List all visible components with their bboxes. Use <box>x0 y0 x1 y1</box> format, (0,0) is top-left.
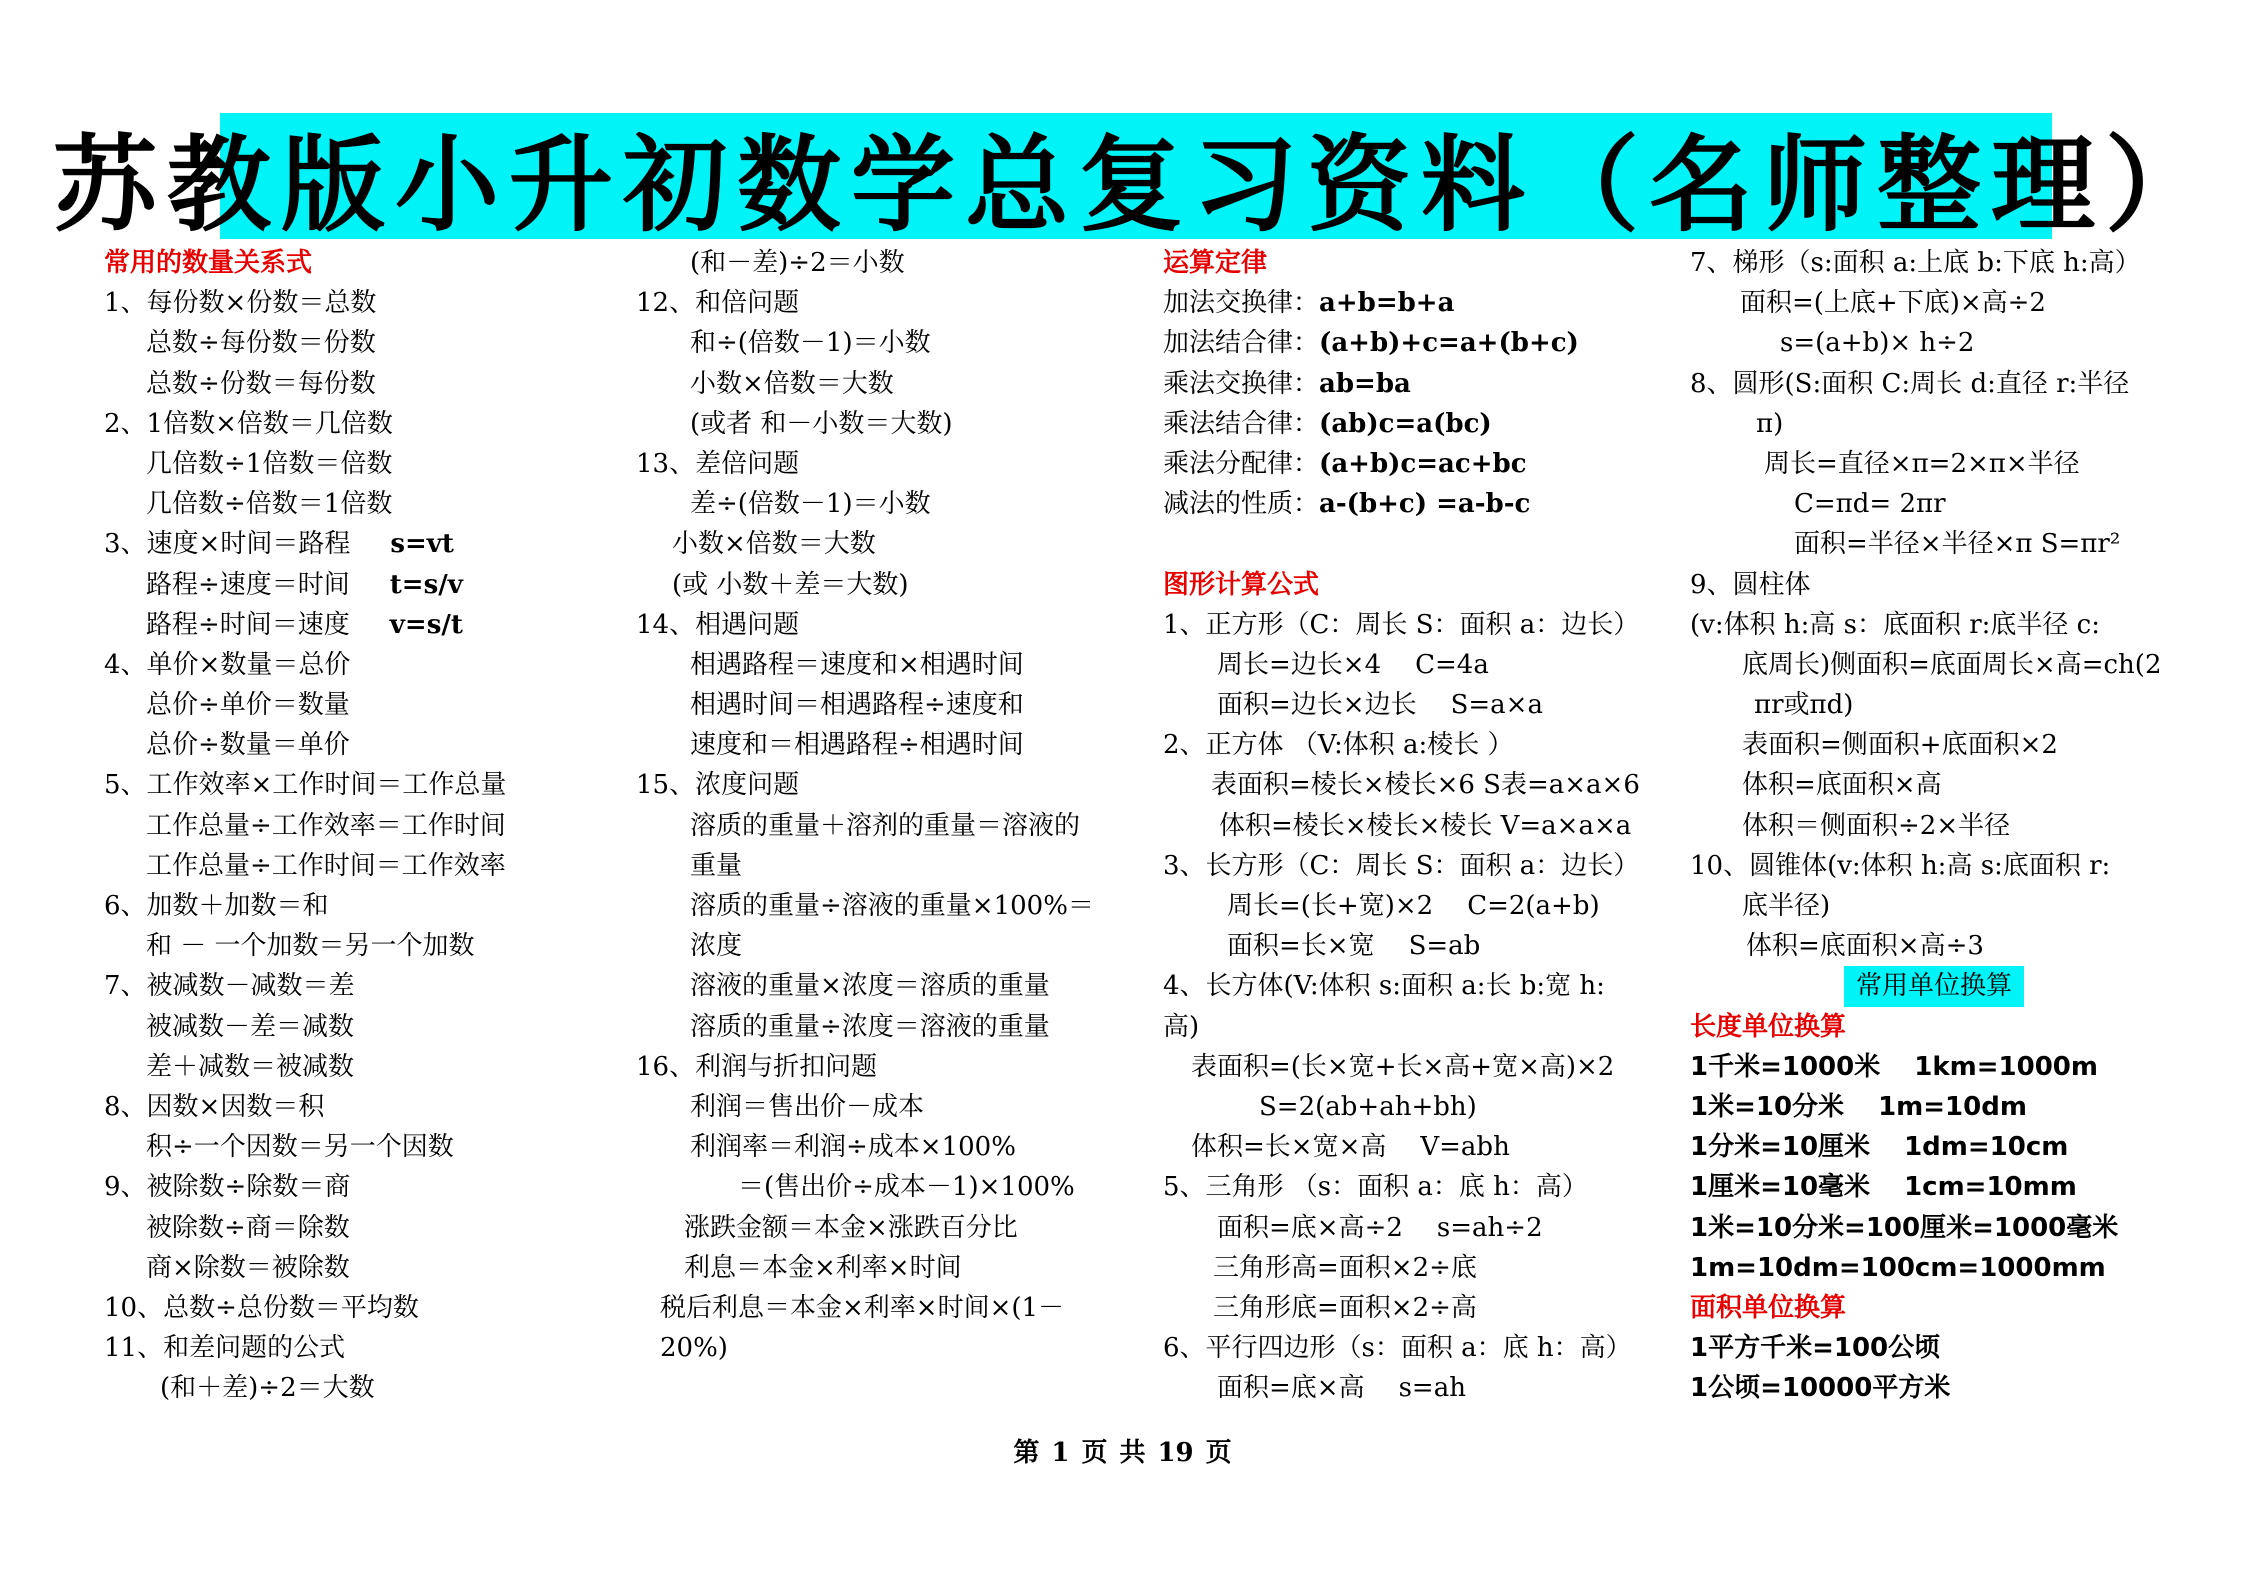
formula-expression: v=s/t <box>389 609 463 640</box>
line-text: 税后利息＝本金×利率×时间×(1－ <box>660 1292 1065 1323</box>
formula-line <box>1690 364 2230 404</box>
formula-line <box>1163 283 1683 323</box>
formula-line <box>1690 645 2230 685</box>
line-text: 长度单位换算 <box>1690 1011 1847 1042</box>
formula-line <box>104 1288 624 1328</box>
formula-line <box>104 685 624 725</box>
line-text: 1、每份数×份数＝总数 <box>104 288 377 319</box>
line-text: 20%) <box>660 1333 728 1364</box>
formula-line <box>630 1127 1150 1167</box>
formula-line <box>630 1328 1150 1368</box>
line-text: 8、因数×因数＝积 <box>104 1091 325 1122</box>
formula-line <box>1690 1368 2230 1408</box>
line-text: 相遇时间＝相遇路程÷速度和 <box>690 690 1024 721</box>
line-text: 1米=10分米 <box>1690 1091 1845 1122</box>
formula-expression: 1m=10dm <box>1878 1091 2027 1122</box>
line-text: 差＋减数＝被减数 <box>146 1051 355 1082</box>
formula-line <box>630 1047 1150 1087</box>
formula-line <box>1690 484 2230 524</box>
formula-line <box>1163 605 1683 645</box>
formula-line <box>1690 806 2230 846</box>
line-text: 路程÷时间＝速度 <box>146 609 350 640</box>
formula-expression: ab=ba <box>1319 368 1411 399</box>
line-text: 1、正方形（C：周长 S：面积 a：边长） <box>1163 609 1640 640</box>
line-text: 表面积=侧面积+底面积×2 <box>1742 730 2058 761</box>
line-text: πr或πd) <box>1754 690 1854 721</box>
line-text: 表面积=棱长×棱长×6 S表=a×a×6 <box>1211 770 1640 801</box>
line-text: 常用单位换算 <box>1844 966 2024 1006</box>
formula-line <box>104 966 624 1006</box>
line-text: 底半径) <box>1742 891 1831 921</box>
line-text: 相遇路程＝速度和×相遇时间 <box>690 649 1024 680</box>
line-text: 13、差倍问题 <box>636 448 800 479</box>
line-text: 4、单价×数量＝总价 <box>104 649 351 680</box>
formula-line <box>1690 1047 2230 1087</box>
line-text: 利润＝售出价－成本 <box>690 1091 925 1122</box>
line-text: S=2(ab+ah+bh) <box>1259 1091 1477 1122</box>
line-text: 和÷(倍数－1)＝小数 <box>690 328 931 359</box>
line-text: 1厘米=10毫米 <box>1690 1172 1871 1203</box>
line-text: 12、和倍问题 <box>636 288 800 319</box>
line-text: 速度和＝相遇路程÷相遇时间 <box>690 730 1024 761</box>
formula-line <box>1690 765 2230 805</box>
line-text: 10、圆锥体(v:体积 h:高 s:底面积 r: <box>1690 850 2111 881</box>
formula-line <box>630 323 1150 363</box>
line-text: 1公顷=10000平方米 <box>1690 1373 1951 1404</box>
formula-line <box>104 1328 624 1368</box>
current-page: 1 <box>1051 1438 1070 1468</box>
line-text: 总价÷单价＝数量 <box>146 690 350 721</box>
formula-line <box>104 404 624 444</box>
formula-expression: S=ab <box>1408 931 1481 962</box>
footer-text: 共 <box>1119 1438 1146 1468</box>
line-text: 重量 <box>690 850 743 881</box>
formula-line <box>1690 283 2230 323</box>
formula-line <box>104 1047 624 1087</box>
formula-line <box>1163 765 1683 805</box>
line-text: (和－差)÷2＝小数 <box>690 248 905 278</box>
line-text: 9、圆柱体 <box>1690 569 1811 600</box>
formula-line <box>1690 404 2230 444</box>
line-text: 溶液的重量×浓度＝溶质的重量 <box>690 971 1050 1002</box>
formula-line <box>104 1127 624 1167</box>
line-text: 1千米=1000米 <box>1690 1051 1881 1082</box>
footer-text: 页 <box>1081 1438 1108 1468</box>
line-text: 工作总量÷工作时间＝工作效率 <box>146 850 506 881</box>
line-text: 14、相遇问题 <box>636 609 800 640</box>
formula-line <box>1163 725 1683 765</box>
line-text: 被除数÷商＝除数 <box>146 1212 350 1243</box>
line-text: 15、浓度问题 <box>636 770 800 801</box>
column-4 <box>1690 243 2230 1408</box>
formula-line <box>104 1208 624 1248</box>
formula-line <box>630 364 1150 404</box>
line-text: 16、利润与折扣问题 <box>636 1051 878 1082</box>
formula-line <box>630 605 1150 645</box>
line-text: 周长=直径×π=2×π×半径 <box>1764 448 2080 479</box>
line-text: 7、被减数－减数＝差 <box>104 971 355 1002</box>
column-1 <box>104 243 624 1408</box>
line-text: 加法交换律： <box>1163 288 1320 319</box>
formula-expression: C=4a <box>1415 649 1489 680</box>
formula-line <box>630 806 1150 846</box>
line-text: 4、长方体(V:体积 s:面积 a:长 b:宽 h: <box>1163 971 1605 1002</box>
formula-line <box>1163 1007 1683 1047</box>
formula-line <box>630 966 1150 1006</box>
highlight-heading <box>1690 966 2230 1006</box>
line-text: 利润率＝利润÷成本×100% <box>690 1132 1016 1163</box>
section-heading <box>104 243 624 283</box>
line-text: ＝(售出价÷成本－1)×100% <box>738 1172 1075 1203</box>
line-text: 总数÷份数＝每份数 <box>146 368 376 399</box>
line-text: s=(a+b)× h÷2 <box>1780 328 1975 359</box>
formula-expression: (ab)c=a(bc) <box>1319 408 1492 439</box>
formula-line <box>104 444 624 484</box>
formula-line <box>1690 1167 2230 1207</box>
formula-line <box>104 565 624 605</box>
formula-expression: 1km=1000m <box>1914 1051 2098 1082</box>
formula-line <box>1690 1248 2230 1288</box>
line-text: 和 － 一个加数＝另一个加数 <box>146 931 475 962</box>
line-text: 乘法分配律： <box>1163 448 1320 479</box>
formula-line <box>630 685 1150 725</box>
formula-line <box>630 765 1150 805</box>
line-text: 溶质的重量＋溶剂的重量＝溶液的 <box>690 810 1081 841</box>
formula-line <box>630 926 1150 966</box>
formula-line <box>104 1248 624 1288</box>
column-2 <box>630 243 1150 1368</box>
formula-line <box>104 283 624 323</box>
formula-line <box>630 725 1150 765</box>
formula-line <box>1163 846 1683 886</box>
formula-line <box>1163 1328 1683 1368</box>
line-text: 面积=长×宽 <box>1227 931 1375 962</box>
formula-expression: s=ah <box>1398 1373 1466 1404</box>
line-text: 表面积=(长×宽+长×高+宽×高)×2 <box>1191 1051 1615 1082</box>
formula-expression: (a+b)+c=a+(b+c) <box>1319 328 1579 359</box>
formula-line <box>104 1368 624 1408</box>
formula-line <box>1163 444 1683 484</box>
formula-expression: s=vt <box>390 529 454 560</box>
formula-line <box>104 886 624 926</box>
formula-expression: s=ah÷2 <box>1436 1212 1543 1243</box>
line-text: 总数÷每份数＝份数 <box>146 328 376 359</box>
line-text: C=πd= 2πr <box>1794 489 1946 520</box>
formula-expression: V=abh <box>1420 1132 1510 1163</box>
formula-line <box>1163 1047 1683 1087</box>
line-text: 面积=半径×半径×π S=πr² <box>1794 529 2121 560</box>
line-text: 6、加数＋加数＝和 <box>104 891 329 921</box>
line-text: 面积=底×高 <box>1217 1373 1365 1404</box>
line-text: 1分米=10厘米 <box>1690 1132 1871 1163</box>
line-text: 周长=边长×4 <box>1217 649 1382 680</box>
formula-line <box>1163 685 1683 725</box>
formula-line <box>630 1248 1150 1288</box>
formula-line <box>630 404 1150 444</box>
formula-line <box>1163 1368 1683 1408</box>
formula-line <box>1690 1328 2230 1368</box>
formula-line <box>104 1007 624 1047</box>
formula-line <box>104 323 624 363</box>
formula-line <box>1690 725 2230 765</box>
formula-line <box>1690 524 2230 564</box>
formula-line <box>104 1087 624 1127</box>
formula-expression: 1cm=10mm <box>1904 1172 2077 1203</box>
line-text: 1平方千米=100公顷 <box>1690 1333 1941 1364</box>
line-text: (和＋差)÷2＝大数 <box>160 1373 375 1404</box>
formula-line <box>630 1288 1150 1328</box>
line-text: 周长=(长+宽)×2 <box>1227 891 1434 921</box>
formula-line <box>1690 1208 2230 1248</box>
formula-line <box>1690 1087 2230 1127</box>
formula-line <box>1163 886 1683 926</box>
line-text: 积÷一个因数＝另一个因数 <box>146 1132 454 1163</box>
line-text: (或 小数＋差＝大数) <box>672 569 909 600</box>
formula-line <box>1163 1167 1683 1207</box>
formula-line <box>630 1208 1150 1248</box>
line-text: (v:体积 h:高 s：底面积 r:底半径 c: <box>1690 609 2101 640</box>
formula-line <box>104 765 624 805</box>
line-text: 3、速度×时间＝路程 <box>104 529 351 560</box>
formula-line <box>104 364 624 404</box>
formula-line <box>104 524 624 564</box>
line-text: (或者 和－小数＝大数) <box>690 408 953 439</box>
formula-line <box>1163 484 1683 524</box>
footer-text: 第 <box>1013 1438 1040 1468</box>
line-text: 6、平行四边形（s：面积 a：底 h：高） <box>1163 1333 1632 1364</box>
formula-line <box>1163 806 1683 846</box>
line-text: 体积=底面积×高 <box>1742 770 1942 801</box>
line-text: 9、被除数÷除数＝商 <box>104 1172 351 1203</box>
formula-line <box>104 484 624 524</box>
section-heading <box>1163 565 1683 605</box>
formula-line <box>1163 1127 1683 1167</box>
line-text: 2、正方体 （V:体积 a:棱长 ） <box>1163 730 1514 761</box>
line-text: 差÷(倍数－1)＝小数 <box>690 489 931 520</box>
line-text: 面积=(上底+下底)×高÷2 <box>1740 288 2046 319</box>
formula-line <box>1690 565 2230 605</box>
formula-expression: t=s/v <box>389 569 463 600</box>
line-text: 几倍数÷1倍数＝倍数 <box>146 448 393 479</box>
formula-line <box>104 846 624 886</box>
line-text: 5、工作效率×工作时间＝工作总量 <box>104 770 507 801</box>
line-text: 图形计算公式 <box>1163 569 1320 600</box>
formula-line <box>1690 444 2230 484</box>
section-heading <box>1163 243 1683 283</box>
line-text: 5、三角形 （s：面积 a：底 h：高） <box>1163 1172 1588 1203</box>
line-text: 底周长)侧面积=底面周长×高=ch(2 <box>1742 649 2162 680</box>
formula-line <box>104 725 624 765</box>
line-text: 面积=边长×边长 <box>1217 690 1417 721</box>
formula-line <box>1690 243 2230 283</box>
line-text: 几倍数÷倍数＝1倍数 <box>146 489 393 520</box>
formula-line <box>1163 404 1683 444</box>
line-text: 乘法交换律： <box>1163 368 1320 399</box>
formula-line <box>1690 886 2230 926</box>
formula-line <box>1163 364 1683 404</box>
line-text: 3、长方形（C：周长 S：面积 a：边长） <box>1163 850 1640 881</box>
footer-text: 页 <box>1205 1438 1232 1468</box>
formula-line <box>630 484 1150 524</box>
line-text: 面积单位换算 <box>1690 1292 1847 1323</box>
line-text: 1m=10dm=100cm=1000mm <box>1690 1252 2106 1283</box>
formula-line <box>104 1167 624 1207</box>
line-text: 利息＝本金×利率×时间 <box>684 1252 962 1283</box>
line-text: 路程÷速度＝时间 <box>146 569 350 600</box>
formula-line <box>630 283 1150 323</box>
line-text: 运算定律 <box>1163 248 1268 278</box>
line-text: 被减数－差＝减数 <box>146 1011 355 1042</box>
formula-line <box>1163 966 1683 1006</box>
line-text: π) <box>1756 408 1784 439</box>
formula-line <box>1163 1208 1683 1248</box>
formula-line <box>630 846 1150 886</box>
line-text: 小数×倍数＝大数 <box>672 529 876 560</box>
section-heading <box>1690 1007 2230 1047</box>
formula-line <box>1690 605 2230 645</box>
line-text: 减法的性质： <box>1163 489 1320 520</box>
line-text: 8、圆形(S:面积 C:周长 d:直径 r:半径 <box>1690 368 2130 399</box>
formula-line <box>1163 323 1683 363</box>
formula-line <box>630 645 1150 685</box>
formula-expression: (a+b)c=ac+bc <box>1319 448 1527 479</box>
page-title: 苏教版小升初数学总复习资料（名师整理） <box>53 123 2220 246</box>
line-text: 10、总数÷总份数＝平均数 <box>104 1292 419 1323</box>
page-footer <box>0 1432 2245 1469</box>
formula-line <box>1163 1288 1683 1328</box>
line-text: 体积=底面积×高÷3 <box>1746 931 1984 962</box>
formula-line <box>1690 846 2230 886</box>
line-text: 总价÷数量＝单价 <box>146 730 350 761</box>
formula-line <box>1163 1248 1683 1288</box>
formula-line <box>104 645 624 685</box>
line-text: 三角形底=面积×2÷高 <box>1213 1292 1477 1323</box>
line-text: 商×除数＝被除数 <box>146 1252 350 1283</box>
line-text: 小数×倍数＝大数 <box>690 368 894 399</box>
formula-line <box>1163 926 1683 966</box>
line-text: 体积＝侧面积÷2×半径 <box>1742 810 2011 841</box>
formula-line <box>1690 685 2230 725</box>
formula-line <box>104 926 624 966</box>
formula-expression: C=2(a+b) <box>1467 891 1600 921</box>
formula-expression: S=a×a <box>1450 690 1543 721</box>
title-banner <box>53 113 2220 246</box>
formula-expression: 1dm=10cm <box>1904 1132 2069 1163</box>
line-text: 涨跌金额＝本金×涨跌百分比 <box>684 1212 1018 1243</box>
formula-line <box>104 806 624 846</box>
line-text: 三角形高=面积×2÷底 <box>1213 1252 1477 1283</box>
line-text: 常用的数量关系式 <box>104 248 313 278</box>
formula-line <box>630 565 1150 605</box>
formula-line <box>630 1167 1150 1207</box>
formula-line <box>630 524 1150 564</box>
line-text: 11、和差问题的公式 <box>104 1333 346 1364</box>
formula-line <box>630 1087 1150 1127</box>
formula-line <box>1163 645 1683 685</box>
formula-line <box>1690 1127 2230 1167</box>
formula-line <box>1163 524 1683 564</box>
line-text: 浓度 <box>690 931 743 962</box>
line-text: 溶质的重量÷浓度＝溶液的重量 <box>690 1011 1050 1042</box>
formula-line <box>1690 926 2230 966</box>
line-text: 乘法结合律： <box>1163 408 1320 439</box>
line-text: 1米=10分米=100厘米=1000毫米 <box>1690 1212 2119 1243</box>
formula-line <box>630 243 1150 283</box>
line-text: 面积=底×高÷2 <box>1217 1212 1403 1243</box>
line-text: 溶质的重量÷溶液的重量×100%＝ <box>690 891 1094 921</box>
column-3 <box>1163 243 1683 1408</box>
formula-expression: a+b=b+a <box>1319 288 1455 319</box>
formula-line <box>630 1007 1150 1047</box>
line-text: 2、1倍数×倍数＝几倍数 <box>104 408 393 439</box>
line-text: 加法结合律： <box>1163 328 1320 359</box>
formula-line <box>630 444 1150 484</box>
formula-line <box>104 605 624 645</box>
section-heading <box>1690 1288 2230 1328</box>
total-pages: 19 <box>1157 1438 1194 1468</box>
line-text: 体积=长×宽×高 <box>1191 1132 1387 1163</box>
line-text: 工作总量÷工作效率＝工作时间 <box>146 810 506 841</box>
line-text: 体积=棱长×棱长×棱长 V=a×a×a <box>1219 810 1632 841</box>
formula-expression: a-(b+c) =a-b-c <box>1319 489 1531 520</box>
line-text: 高) <box>1163 1011 1200 1042</box>
formula-line <box>1163 1087 1683 1127</box>
line-text: 7、梯形（s:面积 a:上底 b:下底 h:高） <box>1690 248 2141 278</box>
formula-line <box>1690 323 2230 363</box>
formula-line <box>630 886 1150 926</box>
